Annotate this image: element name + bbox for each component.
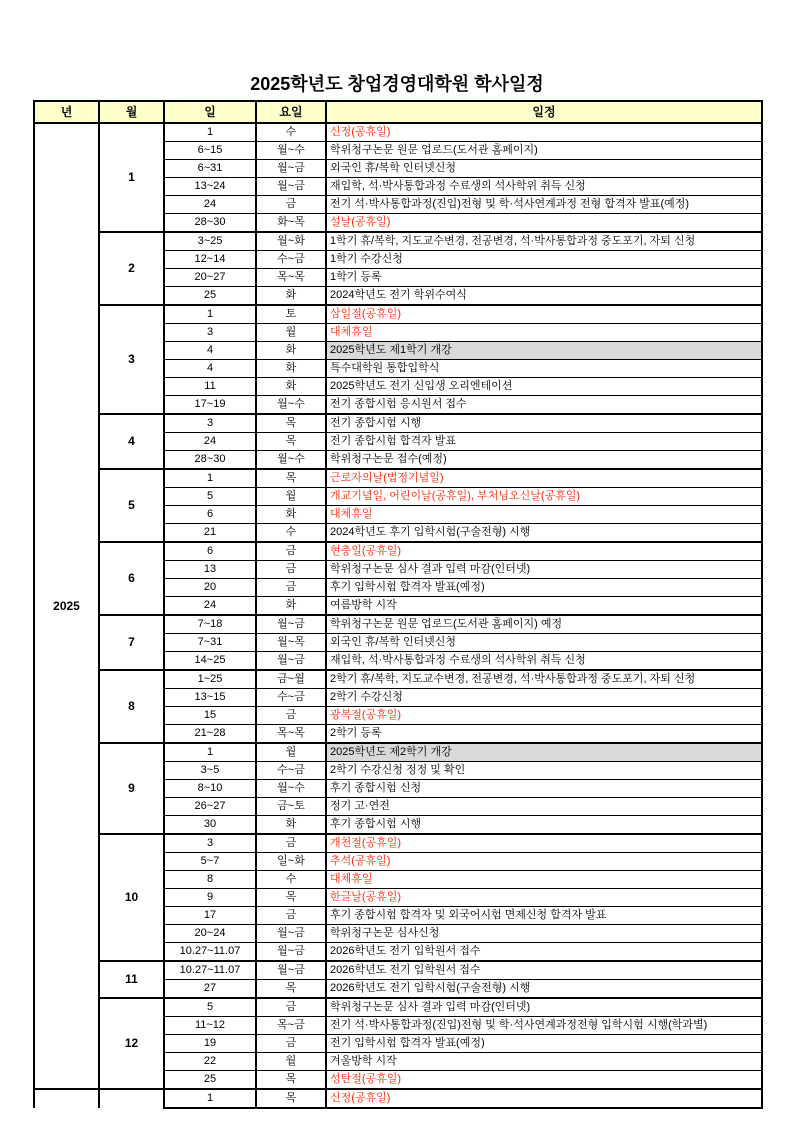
weekday-cell: 일~화 <box>256 853 326 871</box>
table-row <box>34 998 762 1017</box>
table-row <box>34 469 762 488</box>
day-cell: 26~27 <box>164 798 256 816</box>
day-cell: 19 <box>164 1035 256 1053</box>
day-cell: 3 <box>164 414 256 433</box>
weekday-cell: 월~수 <box>256 142 326 160</box>
schedule-cell: 후기 종합시험 신청 <box>326 780 762 798</box>
day-cell: 17~19 <box>164 396 256 415</box>
day-cell: 21~28 <box>164 725 256 744</box>
day-cell: 17 <box>164 907 256 925</box>
table-row <box>34 305 762 324</box>
weekday-cell: 목 <box>256 1089 326 1108</box>
weekday-cell: 수 <box>256 524 326 543</box>
table-row <box>34 743 762 762</box>
day-cell: 5 <box>164 488 256 506</box>
weekday-cell: 목 <box>256 1071 326 1090</box>
schedule-cell: 현충일(공휴일) <box>326 542 762 561</box>
schedule-cell: 1학기 휴/복학, 지도교수변경, 전공변경, 석·박사통합과정 중도포기, 자퇴 신청 <box>326 232 762 251</box>
table-row <box>34 1089 762 1108</box>
month-cell: 1 <box>99 123 164 232</box>
page-title: 2025학년도 창업경영대학원 학사일정 <box>250 74 544 94</box>
day-cell: 20~24 <box>164 925 256 943</box>
weekday-cell: 월~금 <box>256 652 326 671</box>
weekday-cell: 목~목 <box>256 269 326 287</box>
weekday-cell: 월~화 <box>256 232 326 251</box>
day-cell: 14~25 <box>164 652 256 671</box>
weekday-cell: 수~금 <box>256 689 326 707</box>
schedule-cell: 추석(공휴일) <box>326 853 762 871</box>
weekday-cell: 토 <box>256 305 326 324</box>
weekday-cell: 목~금 <box>256 1017 326 1035</box>
day-cell: 6 <box>164 542 256 561</box>
schedule-cell: 정기 고·연전 <box>326 798 762 816</box>
weekday-cell: 목 <box>256 414 326 433</box>
schedule-cell: 전기 종합시험 시행 <box>326 414 762 433</box>
weekday-cell: 화 <box>256 506 326 524</box>
month-cell: 3 <box>99 305 164 414</box>
day-cell: 24 <box>164 196 256 214</box>
schedule-cell: 학위청구논문 원문 업로드(도서관 홈페이지) <box>326 142 762 160</box>
day-cell: 8~10 <box>164 780 256 798</box>
academic-calendar-table <box>33 100 763 1109</box>
schedule-cell: 외국인 휴/복학 인터넷신청 <box>326 160 762 178</box>
schedule-cell: 학위청구논문 접수(예정) <box>326 451 762 470</box>
day-cell: 10.27~11.07 <box>164 961 256 980</box>
schedule-cell: 1학기 수강신청 <box>326 251 762 269</box>
schedule-cell: 2학기 휴/복학, 지도교수변경, 전공변경, 석·박사통합과정 중도포기, 자퇴 신청 <box>326 670 762 689</box>
schedule-cell: 대체휴일 <box>326 324 762 342</box>
weekday-cell: 월~수 <box>256 780 326 798</box>
weekday-cell: 목 <box>256 469 326 488</box>
day-cell: 1 <box>164 743 256 762</box>
weekday-cell: 월~금 <box>256 961 326 980</box>
weekday-cell: 화 <box>256 360 326 378</box>
day-cell: 6 <box>164 506 256 524</box>
schedule-cell: 전기 종합시험 응시원서 접수 <box>326 396 762 415</box>
schedule-cell: 2학기 등록 <box>326 725 762 744</box>
day-cell: 3~5 <box>164 762 256 780</box>
weekday-cell: 금 <box>256 196 326 214</box>
day-cell: 28~30 <box>164 214 256 233</box>
table-row <box>34 123 762 142</box>
year-cell <box>34 1089 99 1108</box>
schedule-cell: 전기 석·박사통합과정(진입)전형 및 학·석사연계과정 전형 합격자 발표(예정) <box>326 196 762 214</box>
weekday-cell: 월~금 <box>256 925 326 943</box>
month-cell: 4 <box>99 414 164 469</box>
weekday-cell: 월~수 <box>256 396 326 415</box>
month-cell: 2 <box>99 232 164 305</box>
schedule-cell: 설날(공휴일) <box>326 214 762 233</box>
weekday-cell: 월~수 <box>256 451 326 470</box>
day-cell: 11~12 <box>164 1017 256 1035</box>
header-year: 년 <box>34 101 99 123</box>
schedule-cell: 학위청구논문 심사신청 <box>326 925 762 943</box>
weekday-cell: 목 <box>256 980 326 999</box>
schedule-cell: 후기 종합시험 합격자 및 외국어시험 면제신청 합격자 발표 <box>326 907 762 925</box>
weekday-cell: 목 <box>256 889 326 907</box>
schedule-cell: 전기 석·박사통합과정(진입)전형 및 학·석사연계과정전형 입학시험 시행(학과별) <box>326 1017 762 1035</box>
weekday-cell: 월 <box>256 743 326 762</box>
day-cell: 1 <box>164 1089 256 1108</box>
table-row <box>34 834 762 853</box>
month-cell: 9 <box>99 743 164 834</box>
day-cell: 5 <box>164 998 256 1017</box>
day-cell: 4 <box>164 360 256 378</box>
schedule-cell: 특수대학원 통합입학식 <box>326 360 762 378</box>
day-cell: 10.27~11.07 <box>164 943 256 962</box>
day-cell: 15 <box>164 707 256 725</box>
weekday-cell: 금 <box>256 1035 326 1053</box>
weekday-cell: 수 <box>256 871 326 889</box>
schedule-cell: 2026학년도 전기 입학시험(구술전형) 시행 <box>326 980 762 999</box>
day-cell: 3~25 <box>164 232 256 251</box>
schedule-cell: 여름방학 시작 <box>326 597 762 616</box>
schedule-cell: 신정(공휴일) <box>326 1089 762 1108</box>
schedule-cell: 학위청구논문 심사 결과 입력 마감(인터넷) <box>326 998 762 1017</box>
month-cell <box>99 1089 164 1108</box>
day-cell: 27 <box>164 980 256 999</box>
schedule-cell: 신정(공휴일) <box>326 123 762 142</box>
weekday-cell: 월~목 <box>256 634 326 652</box>
day-cell: 1 <box>164 469 256 488</box>
schedule-cell: 2026학년도 전기 입학원서 접수 <box>326 961 762 980</box>
schedule-cell: 2025학년도 제1학기 개강 <box>326 342 762 360</box>
day-cell: 30 <box>164 816 256 835</box>
day-cell: 3 <box>164 324 256 342</box>
header-weekday: 요일 <box>256 101 326 123</box>
schedule-cell: 후기 입학시험 합격자 발표(예정) <box>326 579 762 597</box>
weekday-cell: 목~목 <box>256 725 326 744</box>
month-cell: 5 <box>99 469 164 542</box>
day-cell: 7~31 <box>164 634 256 652</box>
schedule-cell: 삼일절(공휴일) <box>326 305 762 324</box>
schedule-cell: 재입학, 석·박사통합과정 수료생의 석사학위 취득 신청 <box>326 652 762 671</box>
day-cell: 5~7 <box>164 853 256 871</box>
day-cell: 3 <box>164 834 256 853</box>
day-cell: 24 <box>164 597 256 616</box>
weekday-cell: 금~토 <box>256 798 326 816</box>
day-cell: 8 <box>164 871 256 889</box>
weekday-cell: 금 <box>256 579 326 597</box>
month-cell: 8 <box>99 670 164 743</box>
year-cell: 2025 <box>34 123 99 1089</box>
day-cell: 11 <box>164 378 256 396</box>
schedule-cell: 2024학년도 전기 학위수여식 <box>326 287 762 306</box>
schedule-cell: 2026학년도 전기 입학원서 접수 <box>326 943 762 962</box>
weekday-cell: 화 <box>256 342 326 360</box>
schedule-cell: 개교기념일, 어린이날(공휴일), 부처님오신날(공휴일) <box>326 488 762 506</box>
table-row <box>34 232 762 251</box>
day-cell: 20 <box>164 579 256 597</box>
schedule-cell: 2024학년도 후기 입학시험(구술전형) 시행 <box>326 524 762 543</box>
schedule-cell: 2025학년도 전기 신입생 오리엔테이션 <box>326 378 762 396</box>
day-cell: 6~15 <box>164 142 256 160</box>
day-cell: 20~27 <box>164 269 256 287</box>
weekday-cell: 금~월 <box>256 670 326 689</box>
schedule-cell: 전기 종합시험 합격자 발표 <box>326 433 762 451</box>
schedule-cell: 전기 입학시험 합격자 발표(예정) <box>326 1035 762 1053</box>
schedule-cell: 한글날(공휴일) <box>326 889 762 907</box>
month-cell: 7 <box>99 615 164 670</box>
day-cell: 1~25 <box>164 670 256 689</box>
weekday-cell: 수 <box>256 123 326 142</box>
day-cell: 24 <box>164 433 256 451</box>
weekday-cell: 수~금 <box>256 762 326 780</box>
weekday-cell: 목 <box>256 433 326 451</box>
schedule-cell: 재입학, 석·박사통합과정 수료생의 석사학위 취득 신청 <box>326 178 762 196</box>
weekday-cell: 월 <box>256 488 326 506</box>
table-row <box>34 542 762 561</box>
schedule-cell: 1학기 등록 <box>326 269 762 287</box>
schedule-cell: 외국인 휴/복학 인터넷신청 <box>326 634 762 652</box>
day-cell: 1 <box>164 305 256 324</box>
schedule-cell: 후기 종합시험 시행 <box>326 816 762 835</box>
day-cell: 1 <box>164 123 256 142</box>
day-cell: 7~18 <box>164 615 256 634</box>
day-cell: 13 <box>164 561 256 579</box>
month-cell: 11 <box>99 961 164 998</box>
weekday-cell: 금 <box>256 707 326 725</box>
header-day: 일 <box>164 101 256 123</box>
day-cell: 6~31 <box>164 160 256 178</box>
weekday-cell: 월~금 <box>256 178 326 196</box>
weekday-cell: 월~금 <box>256 615 326 634</box>
day-cell: 25 <box>164 287 256 306</box>
month-cell: 10 <box>99 834 164 961</box>
weekday-cell: 월~금 <box>256 160 326 178</box>
weekday-cell: 금 <box>256 907 326 925</box>
table-row <box>34 670 762 689</box>
schedule-cell: 2학기 수강신청 정정 및 확인 <box>326 762 762 780</box>
schedule-cell: 2025학년도 제2학기 개강 <box>326 743 762 762</box>
weekday-cell: 월 <box>256 1053 326 1071</box>
day-cell: 13~15 <box>164 689 256 707</box>
weekday-cell: 금 <box>256 561 326 579</box>
table-row <box>34 961 762 980</box>
weekday-cell: 월~금 <box>256 943 326 962</box>
header-schedule: 일정 <box>326 101 762 123</box>
schedule-cell: 학위청구논문 심사 결과 입력 마감(인터넷) <box>326 561 762 579</box>
weekday-cell: 화 <box>256 287 326 306</box>
schedule-cell: 성탄절(공휴일) <box>326 1071 762 1090</box>
month-cell: 12 <box>99 998 164 1089</box>
schedule-cell: 학위청구논문 원문 업로드(도서관 홈페이지) 예정 <box>326 615 762 634</box>
weekday-cell: 금 <box>256 542 326 561</box>
day-cell: 9 <box>164 889 256 907</box>
schedule-cell: 광복절(공휴일) <box>326 707 762 725</box>
weekday-cell: 화 <box>256 816 326 835</box>
schedule-cell: 대체휴일 <box>326 871 762 889</box>
weekday-cell: 화~목 <box>256 214 326 233</box>
day-cell: 12~14 <box>164 251 256 269</box>
day-cell: 28~30 <box>164 451 256 470</box>
day-cell: 22 <box>164 1053 256 1071</box>
day-cell: 25 <box>164 1071 256 1090</box>
schedule-cell: 개천절(공휴일) <box>326 834 762 853</box>
table-row <box>34 414 762 433</box>
table-row <box>34 615 762 634</box>
day-cell: 13~24 <box>164 178 256 196</box>
schedule-cell: 근로자의날(법정기념일) <box>326 469 762 488</box>
header-month: 월 <box>99 101 164 123</box>
weekday-cell: 화 <box>256 378 326 396</box>
weekday-cell: 수~금 <box>256 251 326 269</box>
schedule-cell: 대체휴일 <box>326 506 762 524</box>
month-cell: 6 <box>99 542 164 615</box>
weekday-cell: 금 <box>256 998 326 1017</box>
header-row <box>34 101 762 123</box>
day-cell: 21 <box>164 524 256 543</box>
schedule-cell: 겨울방학 시작 <box>326 1053 762 1071</box>
weekday-cell: 월 <box>256 324 326 342</box>
weekday-cell: 금 <box>256 834 326 853</box>
weekday-cell: 화 <box>256 597 326 616</box>
schedule-cell: 2학기 수강신청 <box>326 689 762 707</box>
day-cell: 4 <box>164 342 256 360</box>
